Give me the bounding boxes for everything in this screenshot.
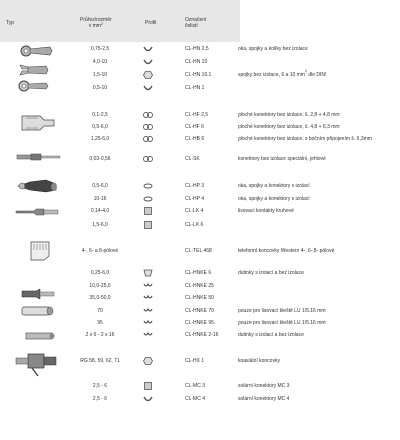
table-row	[0, 281, 400, 291]
row-size: 10-16	[93, 196, 107, 202]
row-code: CL-HP 4	[185, 196, 205, 202]
row-size: 4,0-10	[92, 59, 108, 65]
row-desc-suffix: dle DIN!	[306, 72, 327, 78]
row-size: RG 58, 59, 62, 71	[80, 358, 120, 364]
row-desc: ploché konektory bez izolace, š. 2,8 + 4,8 mm	[238, 112, 340, 118]
row-size: 95	[97, 320, 103, 326]
row-size: 2,5 - 6	[92, 396, 108, 402]
double-profile-icon	[143, 155, 153, 163]
row-size: 0,5-10	[92, 85, 108, 91]
crimp-profile-icon	[143, 331, 153, 339]
row-desc: pouze pro lisovací kleště LU 1/5.16 mm	[238, 320, 326, 326]
table-row	[0, 83, 400, 93]
table-row	[0, 330, 400, 340]
header-size-line1: Průřez/rozměr	[80, 17, 112, 23]
hexagon-profile-icon	[143, 357, 153, 365]
row-desc: ploché konektory bez izolace, s bočním připojením š. 6,3mm	[238, 136, 372, 142]
double-profile-icon	[143, 123, 153, 131]
table-row	[0, 181, 400, 191]
row-desc: lisovací kontakty kruhové	[238, 208, 294, 214]
row-code: CL-SK	[185, 156, 200, 162]
row-desc: konektory bez izolace speciální, jehlové	[238, 156, 326, 162]
crescent-profile-icon	[143, 45, 153, 53]
trapezoid-profile-icon	[143, 269, 153, 277]
row-code: CL-HB 6	[185, 136, 205, 142]
table-row	[0, 44, 400, 54]
table-row	[0, 306, 400, 316]
row-desc-sup: 2	[304, 69, 307, 73]
row-desc: oka, spojky a konektory s izolací	[238, 196, 310, 202]
row-code: CL-HNKE 2-16	[185, 332, 219, 338]
row-code: CL-MC 3	[185, 383, 206, 389]
row-code: CL-HNKE 6	[185, 270, 212, 276]
row-size: 0,14-4,0	[90, 208, 110, 214]
row-desc: oka, spojky a kolíky bez izolace	[238, 46, 308, 52]
header-size-unit: v mm	[88, 23, 101, 29]
row-desc: solární konektory MC 3	[238, 383, 290, 389]
row-code: CL-HN 10.1	[185, 72, 212, 78]
row-size: 1,25-6,0	[90, 136, 110, 142]
row-code: CL-HN 10	[185, 59, 208, 65]
row-desc: pouze pro lisovací kleště LU 1/5.16 mm	[238, 308, 326, 314]
row-code: CL-LK 6	[185, 222, 204, 228]
double-profile-icon	[143, 135, 153, 143]
row-size: 0,25-6,0	[90, 270, 110, 276]
row-size: 0,5-6,0	[92, 124, 108, 130]
oval-profile-icon	[143, 195, 153, 203]
row-desc: dutinky s izolací a bez izolace	[238, 270, 304, 276]
crescent-profile-icon	[143, 58, 153, 66]
table-row	[0, 194, 400, 204]
header-code-line1: Označení	[185, 17, 207, 23]
crimp-profile-icon	[143, 282, 153, 290]
hexagon-profile-icon	[143, 71, 153, 79]
table-row	[0, 134, 400, 144]
row-size: 35,0-50,0	[89, 295, 111, 301]
row-code: CL-HNKE 50	[185, 295, 214, 301]
table-row	[0, 293, 400, 303]
row-size: 10,0-25,0	[89, 283, 111, 289]
table-row	[0, 356, 400, 366]
row-size: 1,5-6,0	[92, 222, 108, 228]
row-desc: telefonní koncovky Western 4-, 6-,8- pólové	[238, 248, 335, 254]
row-code: CL-HN 1	[185, 85, 205, 91]
table-row	[0, 318, 400, 328]
row-code: CL-TEL 468	[185, 248, 212, 254]
row-size: 0,75-2,5	[90, 46, 110, 52]
square-profile-icon	[143, 221, 153, 229]
header-profil: Profil	[145, 20, 157, 26]
double-profile-icon	[143, 111, 153, 119]
crimp-profile-icon	[143, 294, 153, 302]
table-row	[0, 122, 400, 132]
row-code: CL-HNKE 95	[185, 320, 214, 326]
row-code: CL-HN 2,5	[185, 46, 209, 52]
table-row	[0, 110, 400, 120]
table-row	[0, 220, 400, 230]
header-code	[185, 17, 206, 29]
header-code-line2: čelistí	[185, 23, 198, 29]
row-desc: dutinky s izolací a bez izolace	[238, 332, 304, 338]
row-code: CL-HF 6	[185, 124, 204, 130]
row-desc	[238, 70, 326, 80]
table-row	[0, 246, 400, 256]
row-size: 1,5-10	[92, 72, 108, 78]
row-desc: ploché konektory bez izolace, š. 4,8 + 6,3 mm	[238, 124, 340, 130]
table-row	[0, 381, 400, 391]
table-row	[0, 268, 400, 278]
header-size-line2	[80, 23, 112, 29]
table-row	[0, 57, 400, 67]
crescent-profile-icon	[143, 84, 153, 92]
oval-profile-icon	[143, 182, 153, 190]
row-code: CL-LK 4	[185, 208, 204, 214]
table-row	[0, 206, 400, 216]
square-profile-icon	[143, 207, 153, 215]
crimp-profile-icon	[143, 307, 153, 315]
table-row	[0, 154, 400, 164]
row-size: 0,1-2,5	[92, 112, 108, 118]
row-size: 4-, 6- a 8-pólové	[81, 248, 119, 254]
header-size-sup: 2	[100, 22, 103, 26]
row-size: 70	[97, 308, 103, 314]
header-size	[80, 17, 112, 29]
row-size: 0,03-0,56	[89, 156, 111, 162]
row-code: CL-HNKE 25	[185, 283, 214, 289]
table-row	[0, 394, 400, 404]
crimp-profile-icon	[143, 319, 153, 327]
row-size: 2,5 - 6	[92, 383, 108, 389]
row-size: 0,5-6,0	[92, 183, 108, 189]
row-code: CL-HNKE 70	[185, 308, 214, 314]
header-typ: Typ	[6, 20, 15, 26]
row-code: CL-HP 3	[185, 183, 205, 189]
crescent-profile-icon	[143, 395, 153, 403]
row-code: CL-MC 4	[185, 396, 206, 402]
row-desc: solární konektory MC 4	[238, 396, 290, 402]
row-desc: oka, spojky a konektory s izolací	[238, 183, 310, 189]
row-code: CL-HX 1	[185, 358, 205, 364]
row-code: CL-HF 2,5	[185, 112, 209, 118]
row-desc: koaxiální koncovky	[238, 358, 280, 364]
row-size: 2 x 6 - 2 x 16	[85, 332, 115, 338]
row-desc-text: spojky bez izolace, 6 a 10 mm	[238, 72, 305, 78]
table-row	[0, 70, 400, 80]
square-profile-icon	[143, 382, 153, 390]
table-header	[0, 0, 400, 42]
